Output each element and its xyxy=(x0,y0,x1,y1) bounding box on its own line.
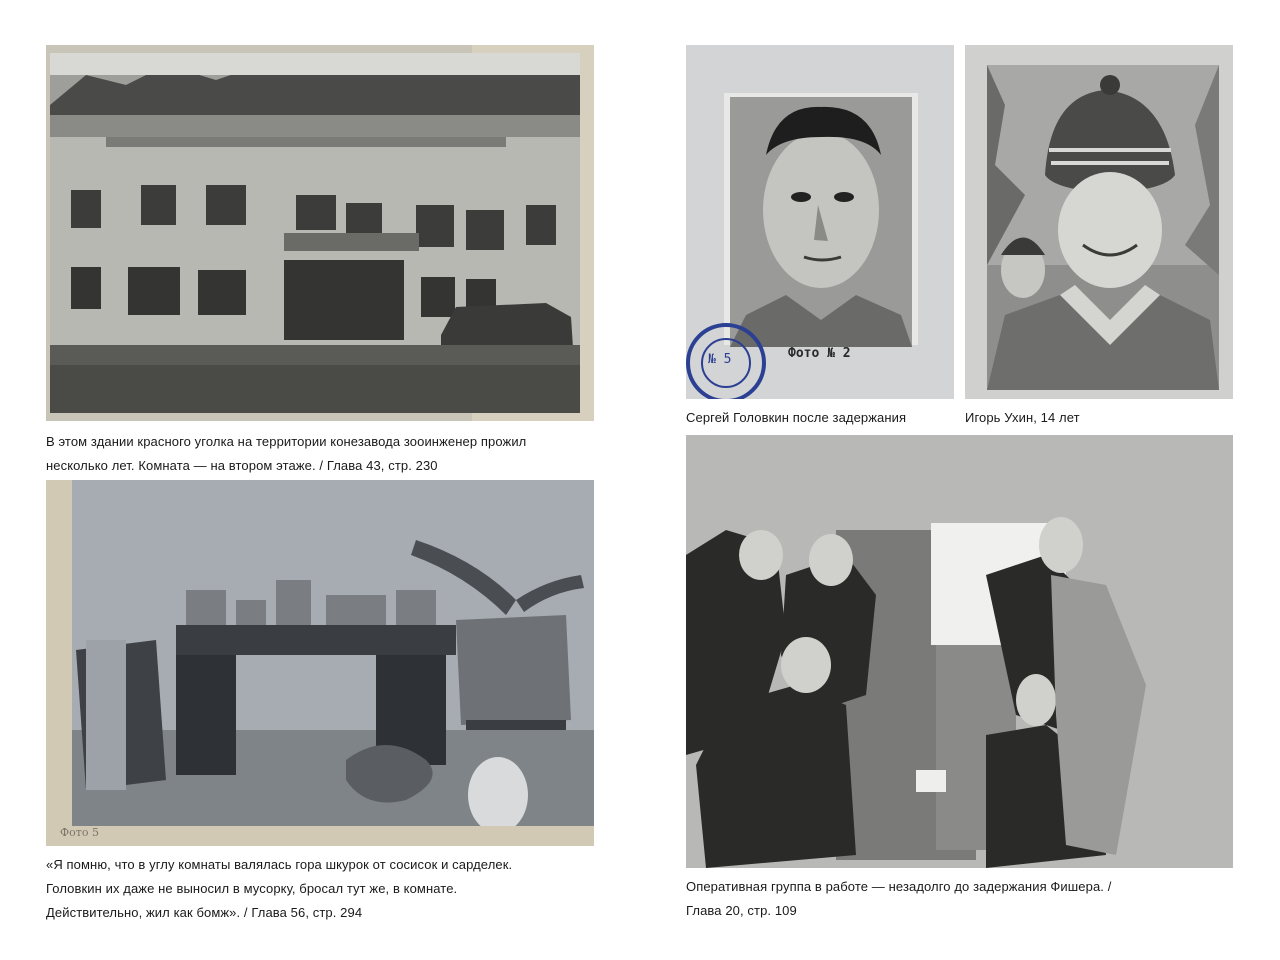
room-caption xyxy=(46,853,512,925)
team-caption xyxy=(686,875,1111,923)
ukhin-photo xyxy=(965,45,1233,399)
caption-line: В этом здании красного уголка на территории конезавода зооинженер прожил xyxy=(46,434,527,449)
caption-line: Глава 20, стр. 109 xyxy=(686,903,797,918)
building-caption xyxy=(46,430,526,478)
stamp-number: № 5 xyxy=(708,352,732,367)
team-photo xyxy=(686,435,1233,868)
golovkin-photo xyxy=(686,45,954,399)
caption-line: Действительно, жил как бомж». / Глава 56, стр. 294 xyxy=(46,905,363,920)
photo-stamp: Фото 5 xyxy=(60,826,99,839)
photo-number-label: Фото № 2 xyxy=(788,346,851,361)
room-photo xyxy=(46,480,594,846)
ukhin-caption xyxy=(965,406,1080,430)
caption-line: Оперативная группа в работе — незадолго до задержания Фишера. / xyxy=(686,879,1112,894)
caption-line: Сергей Головкин после задержания xyxy=(686,410,907,425)
golovkin-caption xyxy=(686,406,906,430)
caption-line: Игорь Ухин, 14 лет xyxy=(965,410,1080,425)
caption-line: Головкин их даже не выносил в мусорку, бросал тут же, в комнате. xyxy=(46,881,458,896)
caption-line: несколько лет. Комната — на втором этаже. / Глава 43, стр. 230 xyxy=(46,458,438,473)
caption-line: «Я помню, что в углу комнаты валялась гора шкурок от сосисок и сарделек. xyxy=(46,857,513,872)
building-photo xyxy=(46,45,594,421)
